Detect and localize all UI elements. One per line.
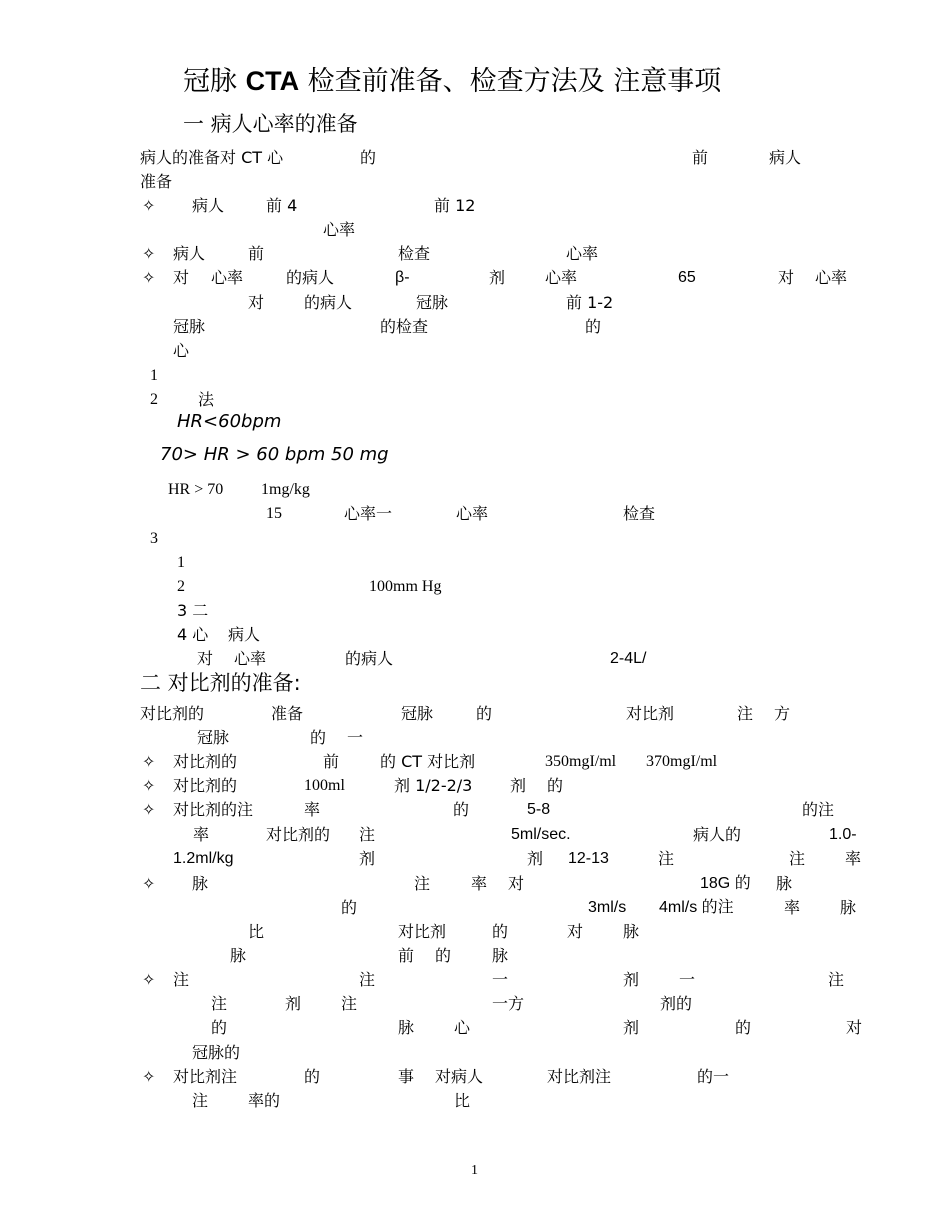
text-fragment: 准备 [140, 172, 173, 191]
text-fragment: 对比剂注 [173, 1067, 238, 1086]
bullet-icon: ✧ [142, 874, 156, 893]
text-fragment: 前 [692, 148, 709, 167]
text-fragment: 病人 [769, 148, 802, 167]
text-fragment: 注 [192, 1091, 209, 1110]
text-fragment: 12-13 [568, 850, 609, 867]
text-fragment: 心率 [815, 268, 848, 287]
text-fragment: 剂 1/2-2/3 [394, 776, 473, 795]
text-fragment: 5-8 [527, 801, 551, 818]
text-fragment: 对比剂的 [140, 704, 205, 723]
text-fragment: 2-4L/ [610, 650, 647, 667]
text-fragment: 脉 [776, 874, 793, 893]
text-fragment: 率 [845, 849, 862, 868]
text-fragment: 病人的准备对 CT 心 [140, 148, 284, 167]
text-fragment: 冠脉 [197, 728, 230, 747]
text-fragment: 的 [735, 1018, 752, 1037]
text-fragment: 的 [211, 1018, 228, 1037]
text-fragment: 350mgI/ml [545, 753, 617, 770]
text-fragment: 对比剂的 [266, 825, 331, 844]
text-fragment: 比 [248, 922, 265, 941]
bullet-icon: ✧ [142, 244, 156, 263]
text-fragment: 心率 [211, 268, 244, 287]
text-fragment: 剂 [623, 1018, 640, 1037]
text-fragment: 注 [341, 994, 358, 1013]
text-fragment: 注 [359, 970, 376, 989]
text-fragment: 对 [846, 1018, 863, 1037]
text-fragment: 脉 [398, 1018, 415, 1037]
text-fragment: 方 [774, 704, 791, 723]
text-fragment: 1 [177, 554, 185, 571]
text-fragment: 剂 [489, 268, 506, 287]
text-fragment: 的病人 [304, 293, 353, 312]
text-fragment: 脉 [492, 946, 509, 965]
text-fragment: 对比剂的 [173, 776, 238, 795]
text-fragment: 脉 [840, 898, 857, 917]
text-fragment: 的病人 [286, 268, 335, 287]
text-fragment: 率的 [248, 1091, 281, 1110]
handwritten-note: 70> HR > 60 bpm 50 mg [160, 444, 389, 465]
section-heading-1: 一 病人心率的准备 [183, 112, 358, 136]
text-fragment: 的 [547, 776, 564, 795]
text-fragment: 剂 [285, 994, 302, 1013]
text-fragment: 率 [304, 800, 321, 819]
text-fragment: 冠脉 [401, 704, 434, 723]
text-fragment: 注 [789, 849, 806, 868]
text-fragment: 一 [679, 970, 696, 989]
text-fragment: 前 [398, 946, 415, 965]
text-fragment: 对比剂注 [547, 1067, 612, 1086]
text-fragment: 检查 [623, 504, 656, 523]
text-fragment: 病人 [228, 625, 261, 644]
bullet-icon: ✧ [142, 1067, 156, 1086]
text-fragment: 剂的 [660, 994, 693, 1013]
text-fragment: 对 [248, 293, 265, 312]
text-fragment: 事 [398, 1067, 415, 1086]
text-fragment: 心率 [566, 244, 599, 263]
text-fragment: 2 [150, 391, 158, 408]
text-fragment: 冠脉 [173, 317, 206, 336]
text-fragment: 对 [197, 649, 214, 668]
text-fragment: 的 [435, 946, 452, 965]
text-fragment: 心率一 [344, 504, 393, 523]
text-fragment: 的 CT 对比剂 [380, 752, 476, 771]
text-fragment: 剂 [359, 849, 376, 868]
text-fragment: 2 [177, 578, 185, 595]
text-fragment: 注 [211, 994, 228, 1013]
text-fragment: 对 [508, 874, 525, 893]
text-fragment: 3 二 [177, 601, 209, 620]
handwritten-note: HR<60bpm [177, 411, 282, 432]
text-fragment: 率 [471, 874, 488, 893]
text-fragment: 脉 [230, 946, 247, 965]
text-fragment: 1.0- [829, 826, 857, 843]
text-fragment: 率 [193, 825, 210, 844]
text-fragment: 对 [173, 268, 190, 287]
text-fragment: 脉 [623, 922, 640, 941]
text-fragment: 冠脉 [416, 293, 449, 312]
text-fragment: 的注 [802, 800, 835, 819]
text-fragment: 法 [198, 390, 215, 409]
text-fragment: 370mgI/ml [646, 753, 718, 770]
text-fragment: 心 [454, 1018, 471, 1037]
text-fragment: 对病人 [435, 1067, 484, 1086]
text-fragment: 1 [150, 367, 158, 384]
bullet-icon: ✧ [142, 970, 156, 989]
text-fragment: 的 [585, 317, 602, 336]
text-fragment: 对 [567, 922, 584, 941]
document-title: 冠脉 CTA 检查前准备、检查方法及 注意事项 [183, 66, 722, 97]
text-fragment: 一 [347, 728, 364, 747]
text-fragment: 前 12 [434, 196, 476, 215]
page-number: 1 [471, 1163, 478, 1178]
text-fragment: 率 [784, 898, 801, 917]
text-fragment: 18G 的 [700, 875, 751, 892]
text-fragment: 5ml/sec. [511, 826, 571, 843]
text-fragment: 冠脉的 [192, 1043, 241, 1062]
text-fragment: 心 [173, 341, 190, 360]
text-fragment: 1mg/kg [261, 481, 310, 498]
text-fragment: 4 心 [177, 625, 209, 644]
text-fragment: 的 [492, 922, 509, 941]
text-fragment: 病人 [173, 244, 206, 263]
text-fragment: 的 [476, 704, 493, 723]
text-fragment: HR > 70 [168, 481, 224, 498]
text-fragment: 前 4 [266, 196, 298, 215]
text-fragment: 心率 [456, 504, 489, 523]
text-fragment: 注 [359, 825, 376, 844]
text-fragment: 对比剂的 [173, 752, 238, 771]
text-fragment: 1.2ml/kg [173, 850, 234, 867]
text-fragment: 对比剂 [626, 704, 675, 723]
text-fragment: 检查 [398, 244, 431, 263]
bullet-icon: ✧ [142, 268, 156, 287]
text-fragment: 的 [310, 728, 327, 747]
text-fragment: 15 [266, 505, 282, 522]
text-fragment: 一方 [492, 994, 525, 1013]
text-fragment: 注 [414, 874, 431, 893]
text-fragment: 心率 [545, 268, 578, 287]
text-fragment: 的 [360, 148, 377, 167]
text-fragment: 65 [678, 269, 696, 286]
text-fragment: 的 [453, 800, 470, 819]
text-fragment: 心率 [234, 649, 267, 668]
bullet-icon: ✧ [142, 776, 156, 795]
text-fragment: 心率 [323, 220, 356, 239]
text-fragment: 的检查 [380, 317, 429, 336]
text-fragment: 剂 [623, 970, 640, 989]
bullet-icon: ✧ [142, 800, 156, 819]
text-fragment: 对比剂的注 [173, 800, 254, 819]
text-fragment: 注 [173, 970, 190, 989]
section-heading-2: 二 对比剂的准备: [140, 671, 301, 695]
text-fragment: 注 [658, 849, 675, 868]
text-fragment: 对比剂 [398, 922, 447, 941]
bullet-icon: ✧ [142, 752, 156, 771]
text-fragment: 3ml/s [588, 899, 627, 916]
text-fragment: 4ml/s 的注 [659, 899, 734, 916]
text-fragment: 前 [248, 244, 265, 263]
text-fragment: β- [395, 269, 410, 286]
text-fragment: 对 [778, 268, 795, 287]
text-fragment: 前 1-2 [566, 293, 614, 312]
text-fragment: 注 [828, 970, 845, 989]
text-fragment: 的一 [697, 1067, 730, 1086]
text-fragment: 前 [323, 752, 340, 771]
text-fragment: 的病人 [345, 649, 394, 668]
text-fragment: 剂 [527, 849, 544, 868]
text-fragment: 准备 [271, 704, 304, 723]
text-fragment: 的 [304, 1067, 321, 1086]
text-fragment: 3 [150, 530, 158, 547]
bullet-icon: ✧ [142, 196, 156, 215]
text-fragment: 病人的 [693, 825, 742, 844]
text-fragment: 100ml [304, 777, 345, 794]
text-fragment: 一 [492, 970, 509, 989]
text-fragment: 脉 [192, 874, 209, 893]
text-fragment: 病人 [192, 196, 225, 215]
text-fragment: 的 [341, 898, 358, 917]
text-fragment: 剂 [510, 776, 527, 795]
text-fragment: 注 [737, 704, 754, 723]
text-fragment: 比 [454, 1091, 471, 1110]
text-fragment: 100mm Hg [369, 578, 442, 595]
